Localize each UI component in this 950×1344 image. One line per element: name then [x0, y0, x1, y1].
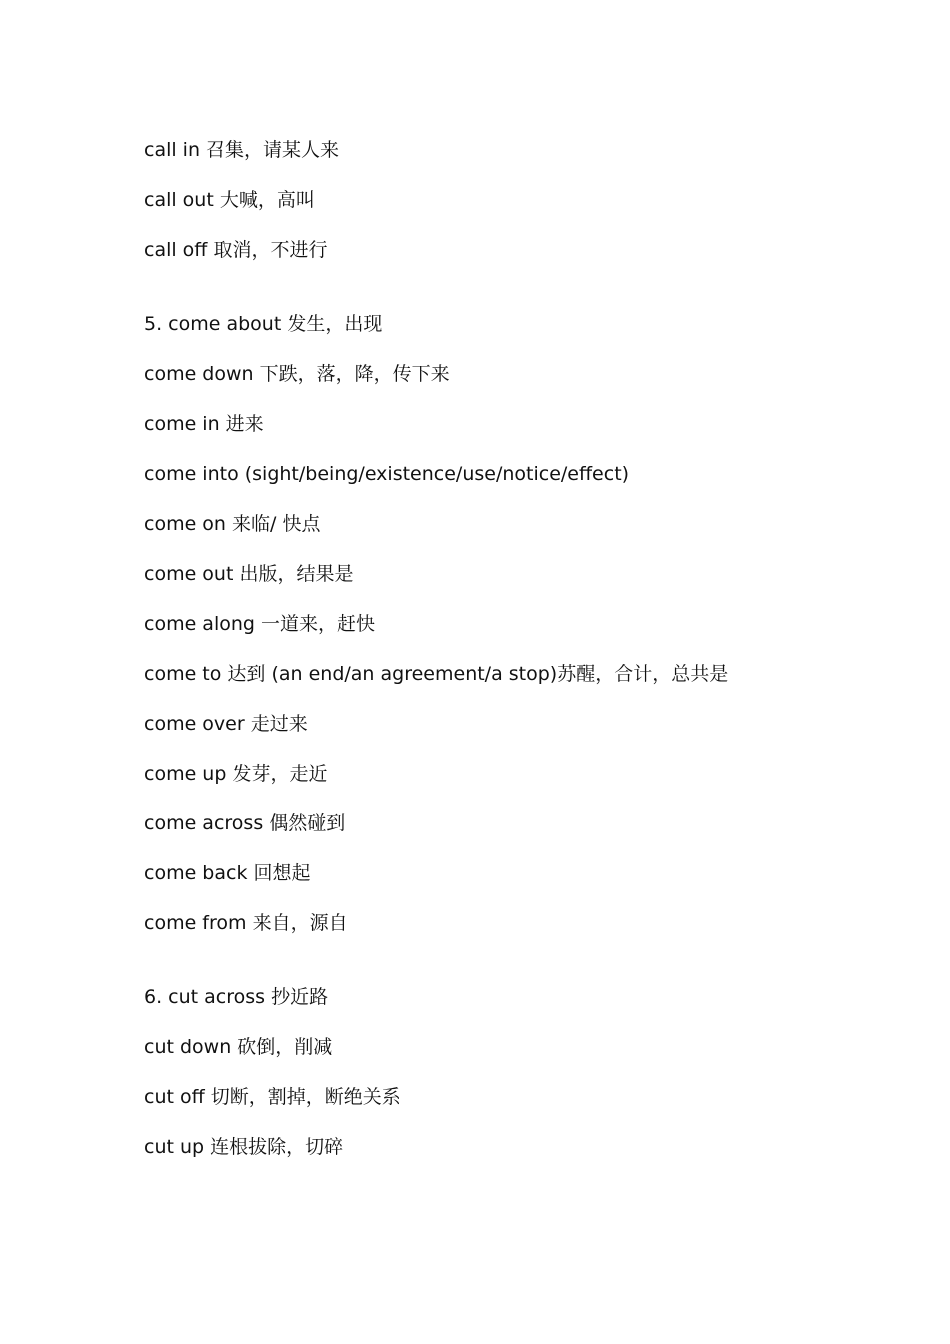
- entry-come-down: come down 下跌，落，降，传下来: [144, 363, 450, 385]
- heading-cut-across: 6. cut across 抄近路: [144, 986, 329, 1008]
- entry-call-off: call off 取消，不进行: [144, 239, 328, 261]
- entry-call-out: call out 大喊，高叫: [144, 189, 315, 211]
- entry-come-on: come on 来临/ 快点: [144, 513, 321, 535]
- entry-come-into: come into (sight/being/existence/use/notice/effect): [144, 463, 630, 485]
- entry-cut-down: cut down 砍倒，削减: [144, 1036, 333, 1058]
- entry-cut-up: cut up 连根拔除，切碎: [144, 1136, 344, 1158]
- entry-come-out: come out 出版，结果是: [144, 563, 354, 585]
- entry-come-up: come up 发芽，走近: [144, 763, 328, 785]
- entry-come-across: come across 偶然碰到: [144, 812, 346, 834]
- entry-come-along: come along 一道来，赶快: [144, 613, 375, 635]
- entry-come-over: come over 走过来: [144, 713, 308, 735]
- entry-come-to: come to 达到 (an end/an agreement/a stop)苏醒，合计，总共是: [144, 663, 729, 685]
- entry-call-in: call in 召集，请某人来: [144, 139, 340, 161]
- entry-come-from: come from 来自，源自: [144, 912, 348, 934]
- entry-come-back: come back 回想起: [144, 862, 311, 884]
- entry-cut-off: cut off 切断，割掉，断绝关系: [144, 1086, 401, 1108]
- entry-come-in: come in 进来: [144, 413, 264, 435]
- heading-come-about: 5. come about 发生，出现: [144, 313, 383, 335]
